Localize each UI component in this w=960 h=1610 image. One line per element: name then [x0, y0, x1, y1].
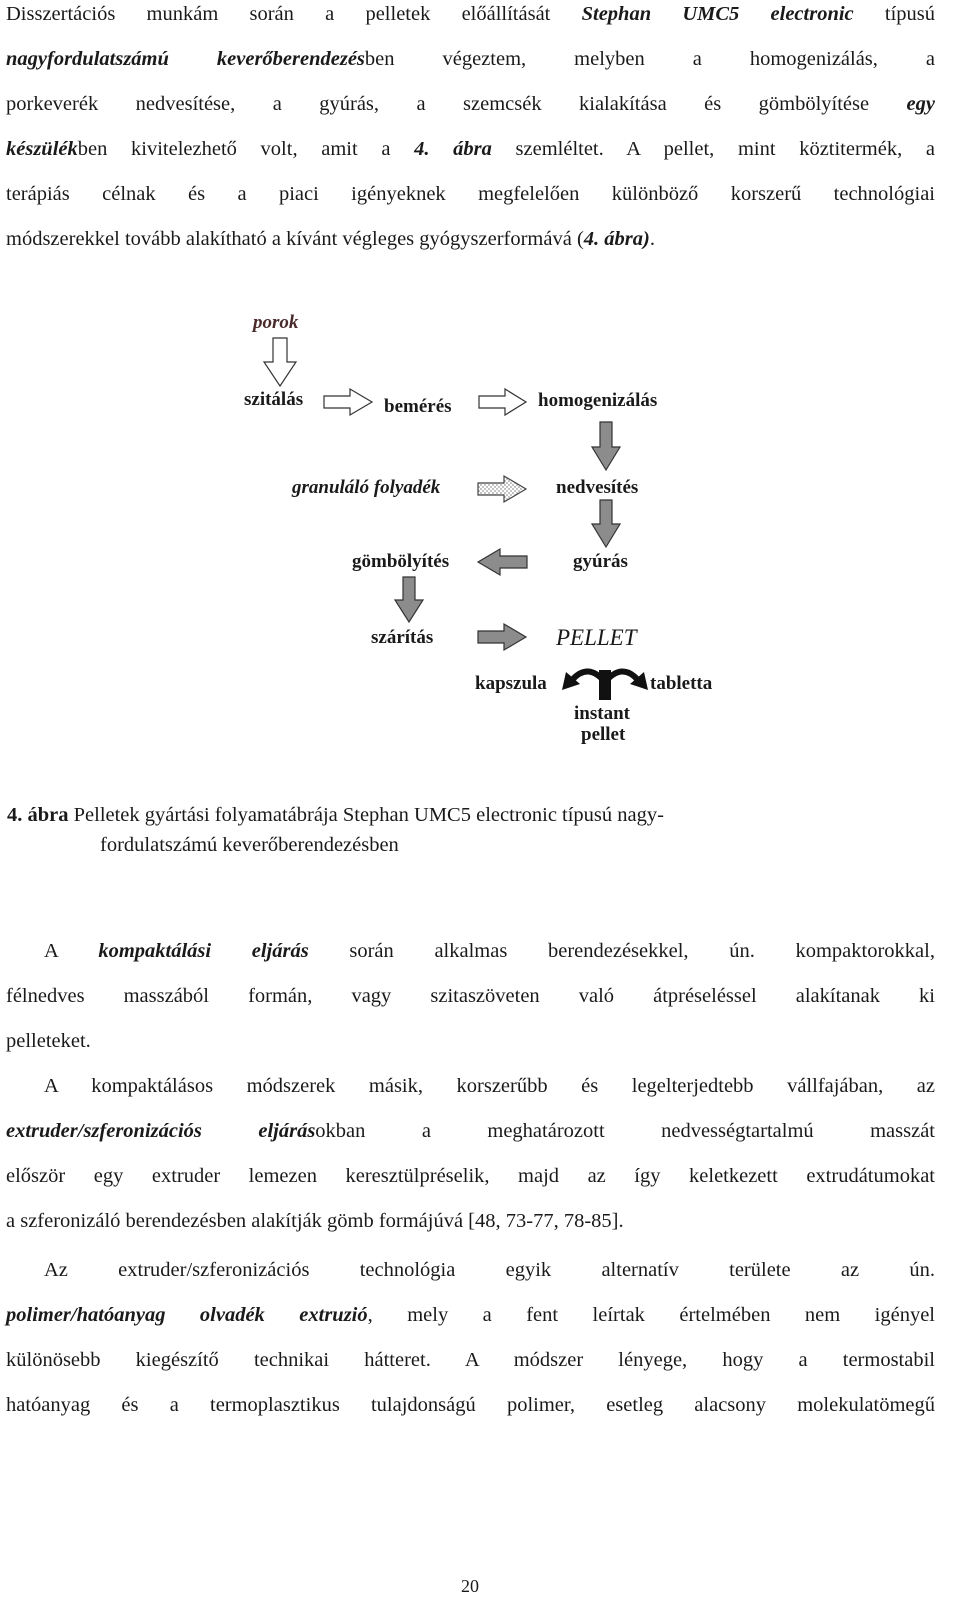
label-tabletta: tabletta: [650, 673, 713, 694]
arrow-homogenizalas-down: [592, 422, 620, 470]
para4-line4: hatóanyag és a termoplasztikus tulajdonságú polimer, esetleg alacsony molekulatömegű: [6, 1394, 935, 1416]
label-gombolyites: gömbölyítés: [352, 551, 450, 572]
label-nedvesites: nedvesítés: [556, 477, 639, 498]
para2-line2: félnedves masszából formán, vagy szitaszöveten való átpréseléssel alakítanak ki: [6, 985, 935, 1007]
label-gyuras: gyúrás: [573, 551, 628, 572]
para1-line4: készülékben kivitelezhető volt, amit a 4. ábra szemléltet. A pellet, mint köztitermék, a: [6, 138, 935, 160]
arrow-bemeres-homogenizalas: [479, 389, 526, 415]
caption-label: 4. ábra: [7, 804, 69, 826]
label-kapszula: kapszula: [475, 673, 547, 694]
para1-line2: nagyfordulatszámú keverőberendezésben végeztem, melyben a homogenizálás, a: [6, 48, 935, 70]
label-granulalo-folyadek: granuláló folyadék: [292, 477, 441, 498]
para1-line3: porkeverék nedvesítése, a gyúrás, a szemcsék kialakítása és gömbölyítése egy: [6, 93, 935, 115]
para3-line1: A kompaktálásos módszerek másik, korszerűbb és legelterjedtebb vállfajában, az: [44, 1075, 935, 1097]
label-pellet: PELLET: [556, 625, 637, 650]
para4-line3: különösebb kiegészítő technikai hátteret. A módszer lényege, hogy a termostabil: [6, 1349, 935, 1371]
flow-diagram: [0, 0, 960, 780]
label-homogenizalas: homogenizálás: [538, 390, 658, 411]
arrow-szitalas-bemeres: [324, 389, 372, 415]
para1-line6: módszerekkel tovább alakítható a kívánt végleges gyógyszerformává (4. ábra).: [6, 228, 655, 250]
para3-line3: először egy extruder lemezen keresztülpréselik, majd az így keletkezett extrudátumokat: [6, 1165, 935, 1187]
para3-line4: a szferonizáló berendezésben alakítják gömb formájúvá [48, 73-77, 78-85].: [6, 1210, 624, 1232]
para4-line2: polimer/hatóanyag olvadék extruzió, mely a fent leírtak értelmében nem igényel: [6, 1304, 935, 1326]
para2-line3: pelleteket.: [6, 1030, 91, 1052]
arrow-nedvesites-down: [592, 500, 620, 547]
figure-caption-line2: fordulatszámú keverőberendezésben: [100, 834, 399, 856]
para4-line1: Az extruder/szferonizációs technológia egyik alternatív területe az ún.: [44, 1259, 935, 1281]
para1-line5: terápiás célnak és a piaci igényeknek megfelelően különböző korszerű technológiai: [6, 183, 935, 205]
arrow-szaritas-pellet: [478, 624, 526, 650]
label-instant: instant: [574, 703, 630, 724]
page-number: 20: [461, 1576, 479, 1596]
label-bemeres: bemérés: [384, 396, 452, 417]
para3-line2: extruder/szferonizációs eljárásokban a meghatározott nedvességtartalmú masszát: [6, 1120, 935, 1142]
arrow-gombolyites-down: [395, 577, 423, 622]
para2-line1: A kompaktálási eljárás során alkalmas berendezésekkel, ún. kompaktorokkal,: [44, 940, 935, 962]
arrow-granulalo-nedvesites: [478, 476, 526, 502]
label-instant-pellet: pellet: [581, 724, 626, 745]
figure-caption-line1: 4. ábra Pelletek gyártási folyamatábrája Stephan UMC5 electronic típusú nagy-: [7, 804, 664, 826]
arrow-gyuras-gombolyites: [478, 549, 527, 575]
label-porok: porok: [253, 312, 299, 333]
para1-line1: Disszertációs munkám során a pelletek előállítását Stephan UMC5 electronic típusú: [6, 3, 935, 25]
label-szitalas: szitálás: [244, 389, 304, 410]
arrow-porok-down: [264, 338, 296, 386]
label-szaritas: szárítás: [371, 627, 434, 648]
